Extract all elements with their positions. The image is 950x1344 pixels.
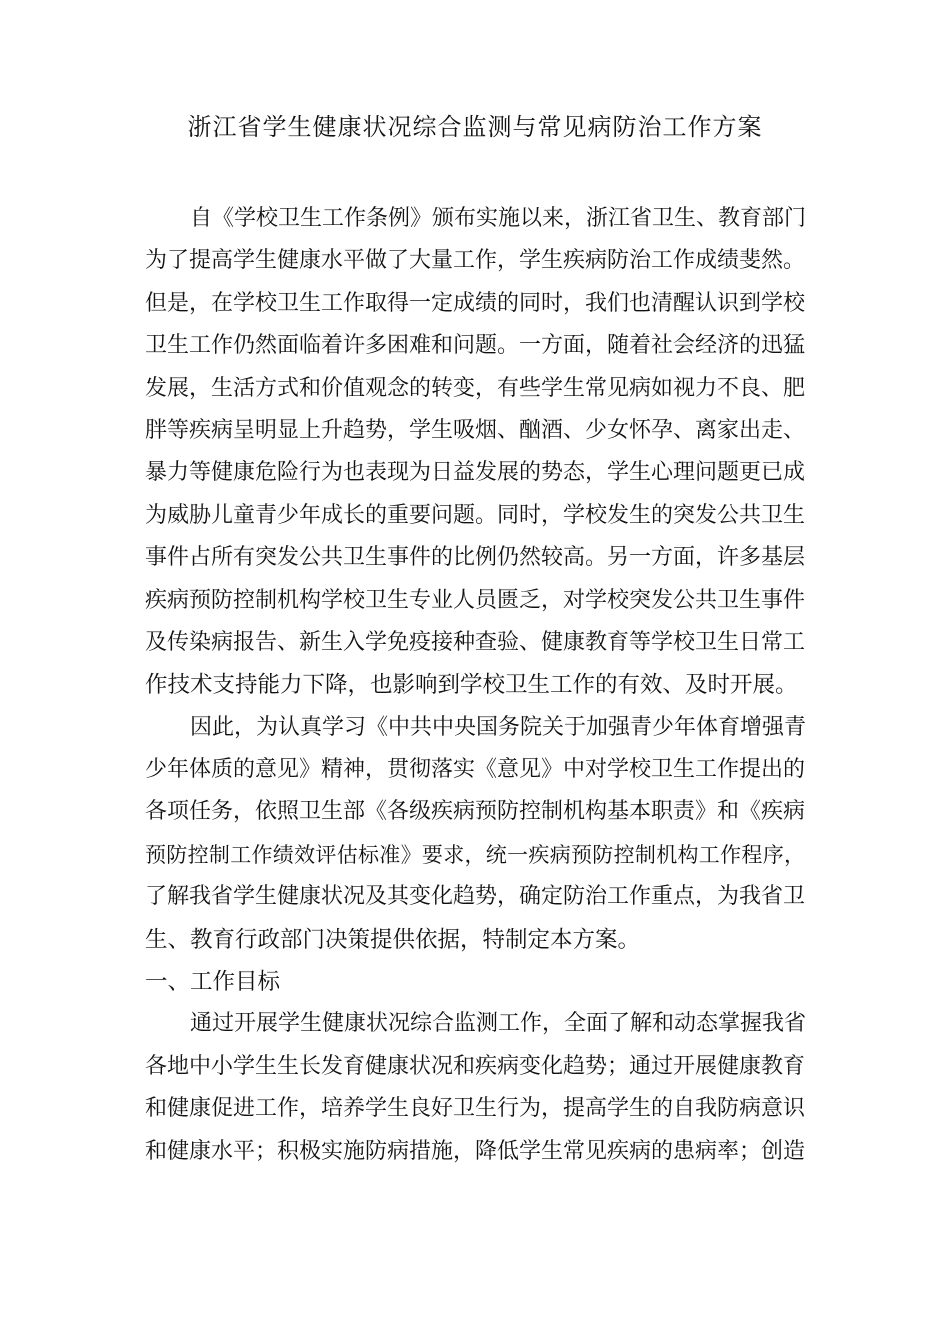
text-line: 疾病预防控制机构学校卫生专业人员匮乏，对学校突发公共卫生事件 [145,587,806,613]
text-line: 自《学校卫生工作条例》颁布实施以来，浙江省卫生、教育部门 [190,206,807,231]
text-line: 发展，生活方式和价值观念的转变，有些学生常见病如视力不良、肥 [145,375,806,401]
text-line: 各项任务，依照卫生部《各级疾病预防控制机构基本职责》和《疾病 [145,799,806,825]
text-line: 因此，为认真学习《中共中央国务院关于加强青少年体育增强青 [190,714,807,740]
text-line: 和健康水平；积极实施防病措施，降低学生常见疾病的患病率；创造 [145,1138,806,1164]
text-line: 少年体质的意见》精神，贯彻落实《意见》中对学校卫生工作提出的 [145,757,806,783]
text-line: 通过开展学生健康状况综合监测工作，全面了解和动态掌握我省 [190,1011,807,1037]
text-line: 和健康促进工作，培养学生良好卫生行为，提高学生的自我防病意识 [145,1096,806,1122]
text-line: 作技术支持能力下降，也影响到学校卫生工作的有效、及时开展。 [145,672,798,699]
text-line: 暴力等健康危险行为也表现为日益发展的势态，学生心理问题更已成 [145,460,806,486]
text-line: 事件占所有突发公共卫生事件的比例仍然较高。另一方面，许多基层 [145,545,806,571]
text-line: 预防控制工作绩效评估标准》要求，统一疾病预防控制机构工作程序， [145,842,805,867]
document-title: 浙江省学生健康状况综合监测与常见病防治工作方案 [187,113,763,141]
text-line: 胖等疾病呈明显上升趋势，学生吸烟、酗酒、少女怀孕、离家出走、 [145,417,806,443]
text-line: 了解我省学生健康状况及其变化趋势，确定防治工作重点，为我省卫 [145,884,806,910]
text-line: 及传染病报告、新生入学免疫接种查验、健康教育等学校卫生日常工 [145,629,806,655]
section-heading: 一、工作目标 [145,969,281,996]
text-line: 生、教育行政部门决策提供依据，特制定本方案。 [145,926,641,953]
text-line: 为了提高学生健康水平做了大量工作，学生疾病防治工作成绩斐然。 [145,248,806,274]
text-line: 但是，在学校卫生工作取得一定成绩的同时，我们也清醒认识到学校 [145,290,806,316]
text-line: 为威胁儿童青少年成长的重要问题。同时，学校发生的突发公共卫生 [145,502,806,528]
document-body [145,198,805,1173]
text-line: 卫生工作仍然面临着许多困难和问题。一方面，随着社会经济的迅猛 [145,333,806,359]
text-line: 各地中小学生生长发育健康状况和疾病变化趋势；通过开展健康教育 [145,1053,806,1079]
